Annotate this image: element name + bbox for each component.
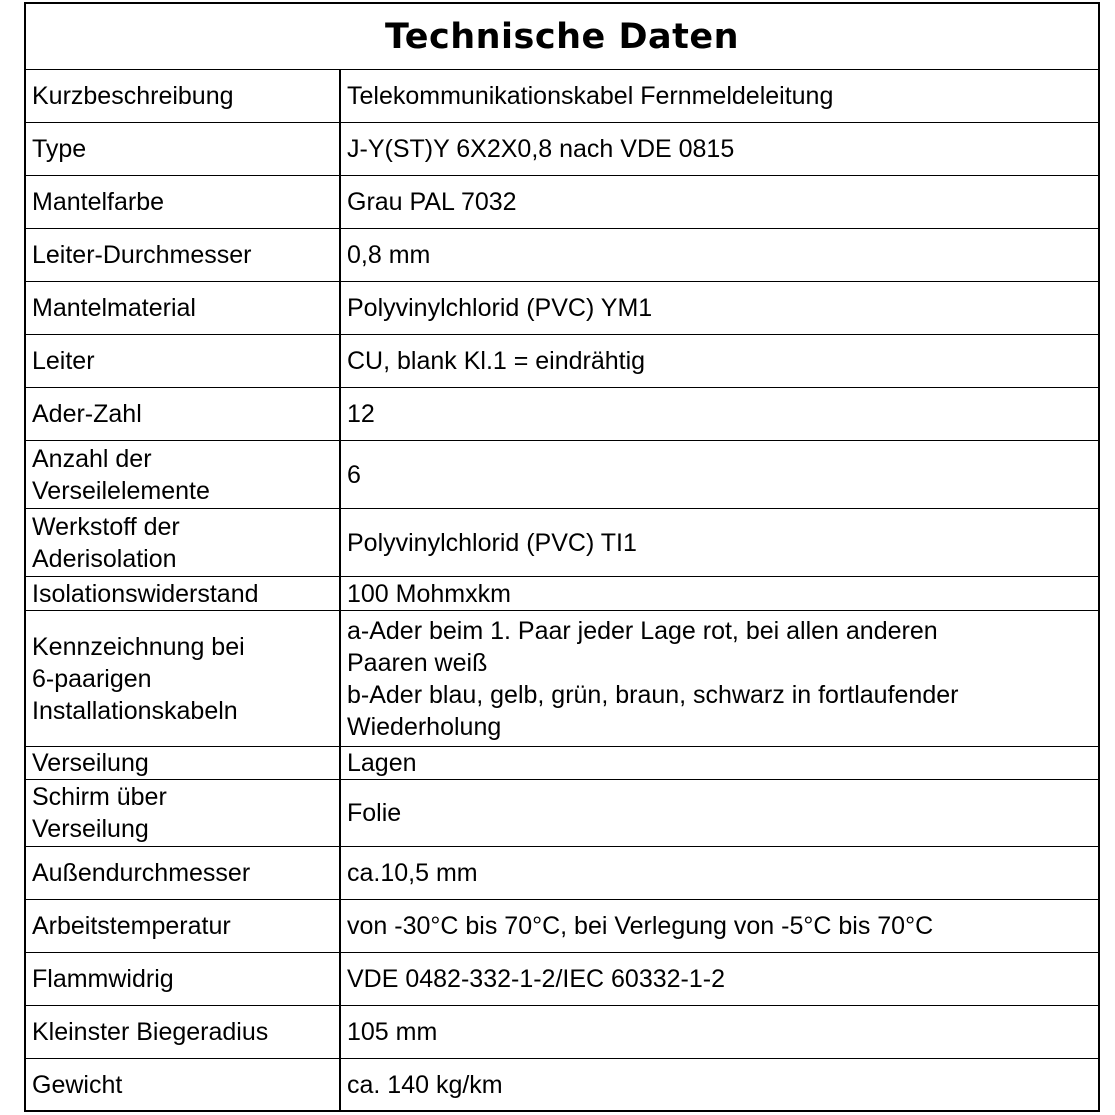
row-value-mantelmaterial: Polyvinylchlorid (PVC) YM1	[341, 282, 1098, 335]
row-value-verseilung: Lagen	[341, 747, 1098, 780]
row-value-arbeitstemperatur: von -30°C bis 70°C, bei Verlegung von -5°C bis 70°C	[341, 900, 1098, 953]
row-label-mantelfarbe: Mantelfarbe	[26, 176, 341, 229]
row-value-flammwidrig: VDE 0482-332-1-2/IEC 60332-1-2	[341, 953, 1098, 1006]
row-label-type: Type	[26, 123, 341, 176]
row-value-werkstoff-aderisolation: Polyvinylchlorid (PVC) TI1	[341, 509, 1098, 577]
row-value-aussendurchmesser: ca.10,5 mm	[341, 847, 1098, 900]
row-value-kurzbeschreibung: Telekommunikationskabel Fernmeldeleitung	[341, 70, 1098, 123]
row-label-anzahl-verseilelemente: Anzahl der Verseilelemente	[26, 441, 341, 509]
row-value-isolationswiderstand: 100 Mohmxkm	[341, 577, 1098, 611]
row-value-mantelfarbe: Grau PAL 7032	[341, 176, 1098, 229]
row-label-gewicht: Gewicht	[26, 1059, 341, 1110]
row-value-gewicht: ca. 140 kg/km	[347, 1070, 503, 1099]
row-label-arbeitstemperatur: Arbeitstemperatur	[26, 900, 341, 953]
row-value-biegeradius: 105 mm	[341, 1006, 1098, 1059]
row-label-kennzeichnung: Kennzeichnung bei 6-paarigen Installationskabeln	[26, 611, 341, 747]
row-label-biegeradius: Kleinster Biegeradius	[26, 1006, 341, 1059]
row-label-aussendurchmesser: Außendurchmesser	[26, 847, 341, 900]
row-value-anzahl-verseilelemente: 6	[341, 441, 1098, 509]
row-label-leiter: Leiter	[26, 335, 341, 388]
row-label-flammwidrig: Flammwidrig	[26, 953, 341, 1006]
row-label-verseilung: Verseilung	[26, 747, 341, 780]
row-value-ader-zahl: 12	[341, 388, 1098, 441]
row-label-schirm: Schirm über Verseilung	[26, 780, 341, 847]
row-label-leiter-durchmesser: Leiter-Durchmesser	[26, 229, 341, 282]
row-value-type: J-Y(ST)Y 6X2X0,8 nach VDE 0815	[341, 123, 1098, 176]
row-label-isolationswiderstand: Isolationswiderstand	[26, 577, 341, 611]
row-value-leiter-durchmesser: 0,8 mm	[341, 229, 1098, 282]
row-label-ader-zahl: Ader-Zahl	[26, 388, 341, 441]
row-value-leiter: CU, blank Kl.1 = eindrähtig	[341, 335, 1098, 388]
row-label-werkstoff-aderisolation: Werkstoff der Aderisolation	[26, 509, 341, 577]
row-label-kurzbeschreibung: Kurzbeschreibung	[26, 70, 341, 123]
row-value-schirm: Folie	[341, 780, 1098, 847]
table-title: Technische Daten	[26, 4, 1098, 70]
technical-data-table	[24, 2, 1100, 1112]
row-value-kennzeichnung: a-Ader beim 1. Paar jeder Lage rot, bei allen anderen Paaren weiß b-Ader blau, gelb, grün, braun, schwarz in fortlaufender Wiederholung	[341, 611, 1098, 747]
row-label-mantelmaterial: Mantelmaterial	[26, 282, 341, 335]
